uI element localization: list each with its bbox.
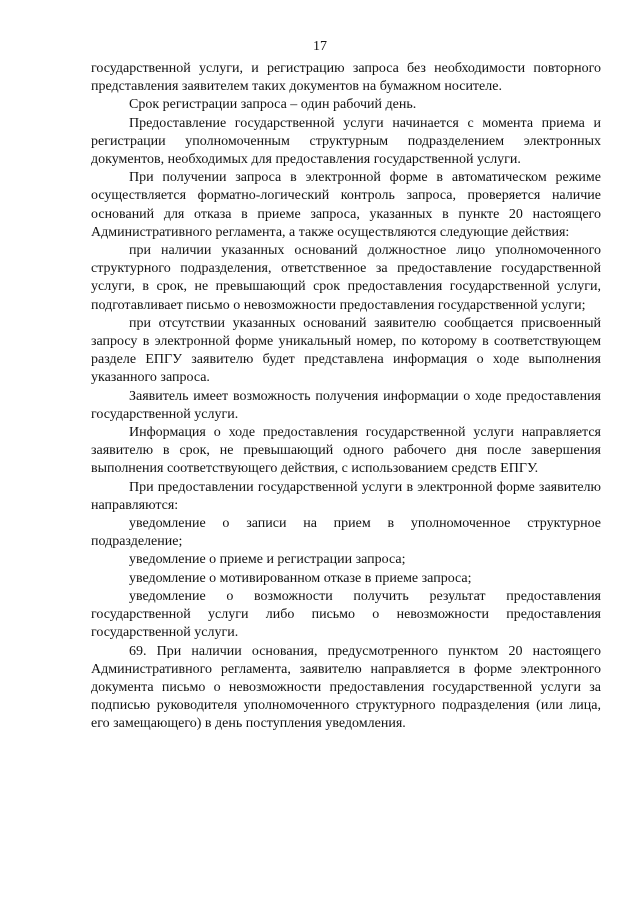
paragraph-3: Предоставление государственной услуги начинается с момента приема и регистрации уполномоченным структурным подразделением электронных документов, необходимых для предоставления государственной услуги. — [91, 115, 601, 168]
paragraph-7: Заявитель имеет возможность получения информации о ходе предоставления государственной услуги. — [91, 388, 601, 422]
paragraph-10: уведомление о записи на прием в уполномоченное структурное подразделение; — [91, 516, 601, 550]
paragraph-4: При получении запроса в электронной форме в автоматическом режиме осуществляется форматно-логический контроль запроса, проверяется наличие оснований для отказа в приеме запроса, указанных в пункте 20 настоящего Административного регламента, а также осуществляются следующие действия: — [91, 170, 601, 240]
paragraph-12: уведомление о мотивированном отказе в приеме запроса; — [129, 570, 472, 586]
paragraph-8: Информация о ходе предоставления государственной услуги направляется заявителю в срок, не превышающий одного рабочего дня после завершения выполнения соответствующего действия, с использованием средств ЕПГУ. — [91, 425, 601, 477]
paragraph-9: При предоставлении государственной услуги в электронной форме заявителю направляются: — [91, 479, 601, 513]
paragraph-11: уведомление о приеме и регистрации запроса; — [129, 552, 406, 568]
document-body — [91, 60, 601, 734]
paragraph-1: государственной услуги, и регистрацию запроса без необходимости повторного представления заявителем таких документов на бумажном носителе. — [91, 61, 601, 95]
paragraph-13: уведомление о возможности получить результат предоставления государственной услуги либо письмо о невозможности предоставления государственной услуги. — [91, 588, 601, 641]
paragraph-5: при наличии указанных оснований должностное лицо уполномоченного структурного подразделения, ответственное за предоставление государственной услуги, в срок, не превышающий срок предоставления государственной услуги, подготавливает письмо о невозможности предоставления государственной услуги; — [91, 243, 601, 313]
paragraph-2: Срок регистрации запроса – один рабочий день. — [129, 97, 417, 113]
paragraph-14: 69. При наличии основания, предусмотренного пунктом 20 настоящего Административного регламента, заявителю направляется в форме электронного документа письмо о невозможности предоставления государственной услуги за подписью руководителя уполномоченного структурного подразделения (или лица, его замещающего) в день поступления уведомления. — [91, 643, 601, 732]
paragraph-6: при отсутствии указанных оснований заявителю сообщается присвоенный запросу в электронной форме уникальный номер, по которому в соответствующем разделе ЕПГУ заявителю будет представлена информация о ходе выполнения указанного запроса. — [91, 315, 601, 386]
page-number: 17 — [313, 39, 327, 54]
